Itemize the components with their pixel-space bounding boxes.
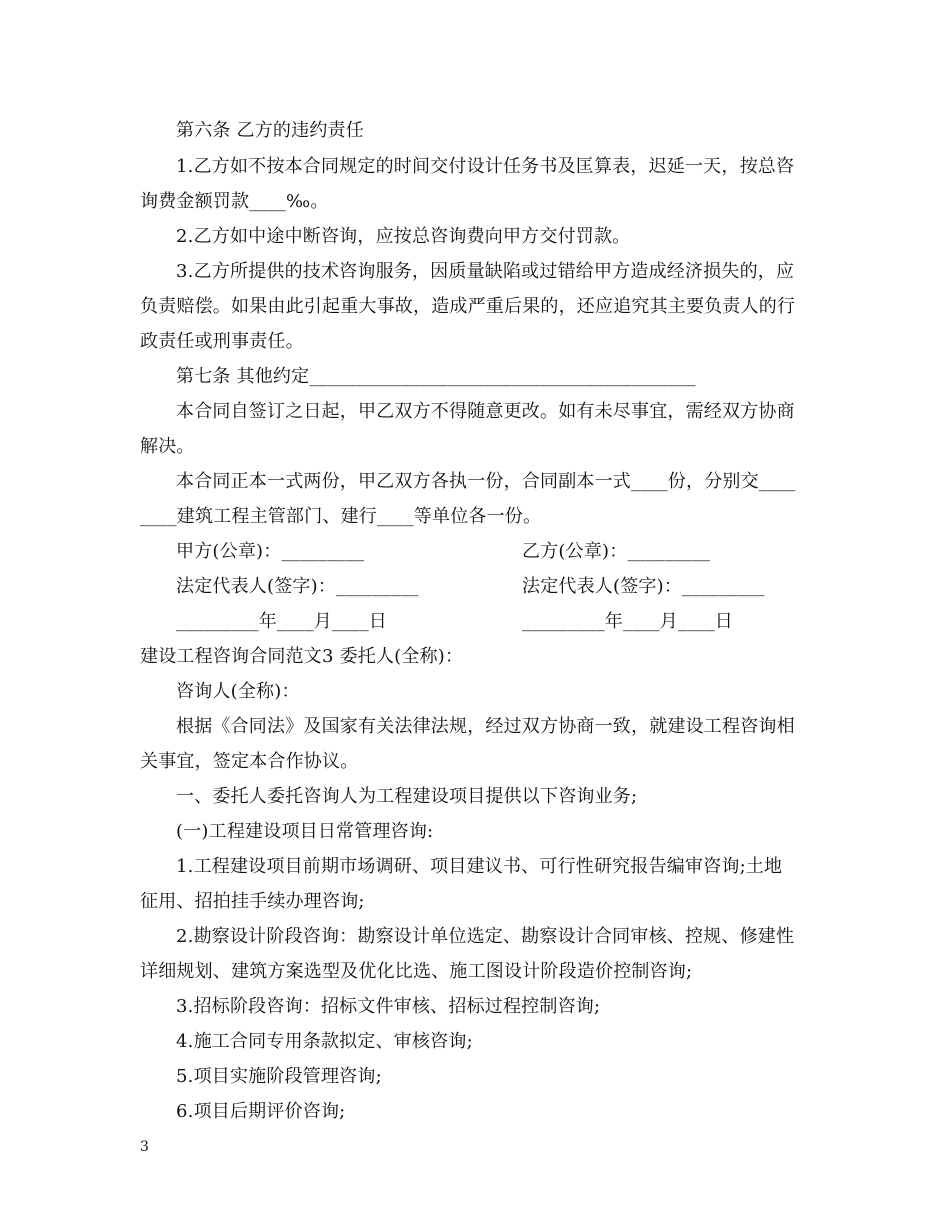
article6-item2: 2.乙方如中途中断咨询，应按总咨询费向甲方交付罚款。: [176, 226, 631, 247]
item2-line2: 详细规划、建筑方案选型及优化比选、施工图设计阶段造价控制咨询;: [140, 961, 693, 982]
party-b-representative: 法定代表人(签字)：_________: [522, 576, 765, 597]
contract3-heading: 建设工程咨询合同范文3 委托人(全称)：: [140, 646, 464, 667]
party-b-date: _________年____月____日: [522, 611, 733, 632]
contract3-intro-line2: 关事宜，签定本合作协议。: [140, 751, 359, 772]
subsection-1-heading: (一)工程建设项目日常管理咨询:: [176, 821, 434, 842]
item5: 5.项目实施阶段管理咨询;: [176, 1066, 382, 1087]
item1-line2: 征用、招拍挂手续办理咨询;: [140, 891, 365, 912]
article7-title: 第七条 其他约定__________________________________________: [176, 366, 696, 387]
page-number: 3: [140, 1139, 149, 1155]
contract3-intro-line1: 根据《合同法》及国家有关法律法规，经过双方协商一致，就建设工程咨询相: [176, 716, 795, 737]
article7-para2-line1: 本合同正本一式两份，甲乙双方各执一份，合同副本一式____份，分别交____: [176, 471, 796, 492]
item3: 3.招标阶段咨询：招标文件审核、招标过程控制咨询;: [176, 996, 601, 1017]
party-b-seal: 乙方(公章)：_________: [522, 541, 711, 562]
article7-para1-line1: 本合同自签订之日起，甲乙双方不得随意更改。如有未尽事宜，需经双方协商: [176, 401, 795, 422]
article6-item3-line2: 负责赔偿。如果由此引起重大事故，造成严重后果的，还应追究其主要负责人的行: [140, 296, 796, 317]
party-a-seal: 甲方(公章)：_________: [176, 541, 365, 562]
section-1-heading: 一、委托人委托咨询人为工程建设项目提供以下咨询业务;: [176, 786, 638, 807]
article6-item1-line1: 1.乙方如不按本合同规定的时间交付设计任务书及匡算表，迟延一天，按总咨: [176, 156, 795, 177]
article6-item3-line3: 政责任或刑事责任。: [140, 331, 304, 352]
consultant-name: 咨询人(全称)：: [176, 681, 300, 702]
party-a-date: _________年____月____日: [176, 611, 387, 632]
article6-title: 第六条 乙方的违约责任: [176, 120, 364, 141]
item4: 4.施工合同专用条款拟定、审核咨询;: [176, 1031, 473, 1052]
item2-line1: 2.勘察设计阶段咨询：勘察设计单位选定、勘察设计合同审核、控规、修建性: [176, 926, 795, 947]
article7-para1-line2: 解决。: [140, 436, 195, 457]
item6: 6.项目后期评价咨询;: [176, 1101, 346, 1122]
article6-item1-line2: 询费金额罚款____‰。: [140, 191, 329, 212]
article6-item3-line1: 3.乙方所提供的技术咨询服务，因质量缺陷或过错给甲方造成经济损失的，应: [176, 261, 795, 282]
article7-para2-line2: ____建筑工程主管部门、建行____等单位各一份。: [140, 506, 542, 527]
item1-line1: 1.工程建设项目前期市场调研、项目建议书、可行性研究报告编审咨询;土地: [176, 856, 783, 877]
party-a-representative: 法定代表人(签字)：_________: [176, 576, 419, 597]
